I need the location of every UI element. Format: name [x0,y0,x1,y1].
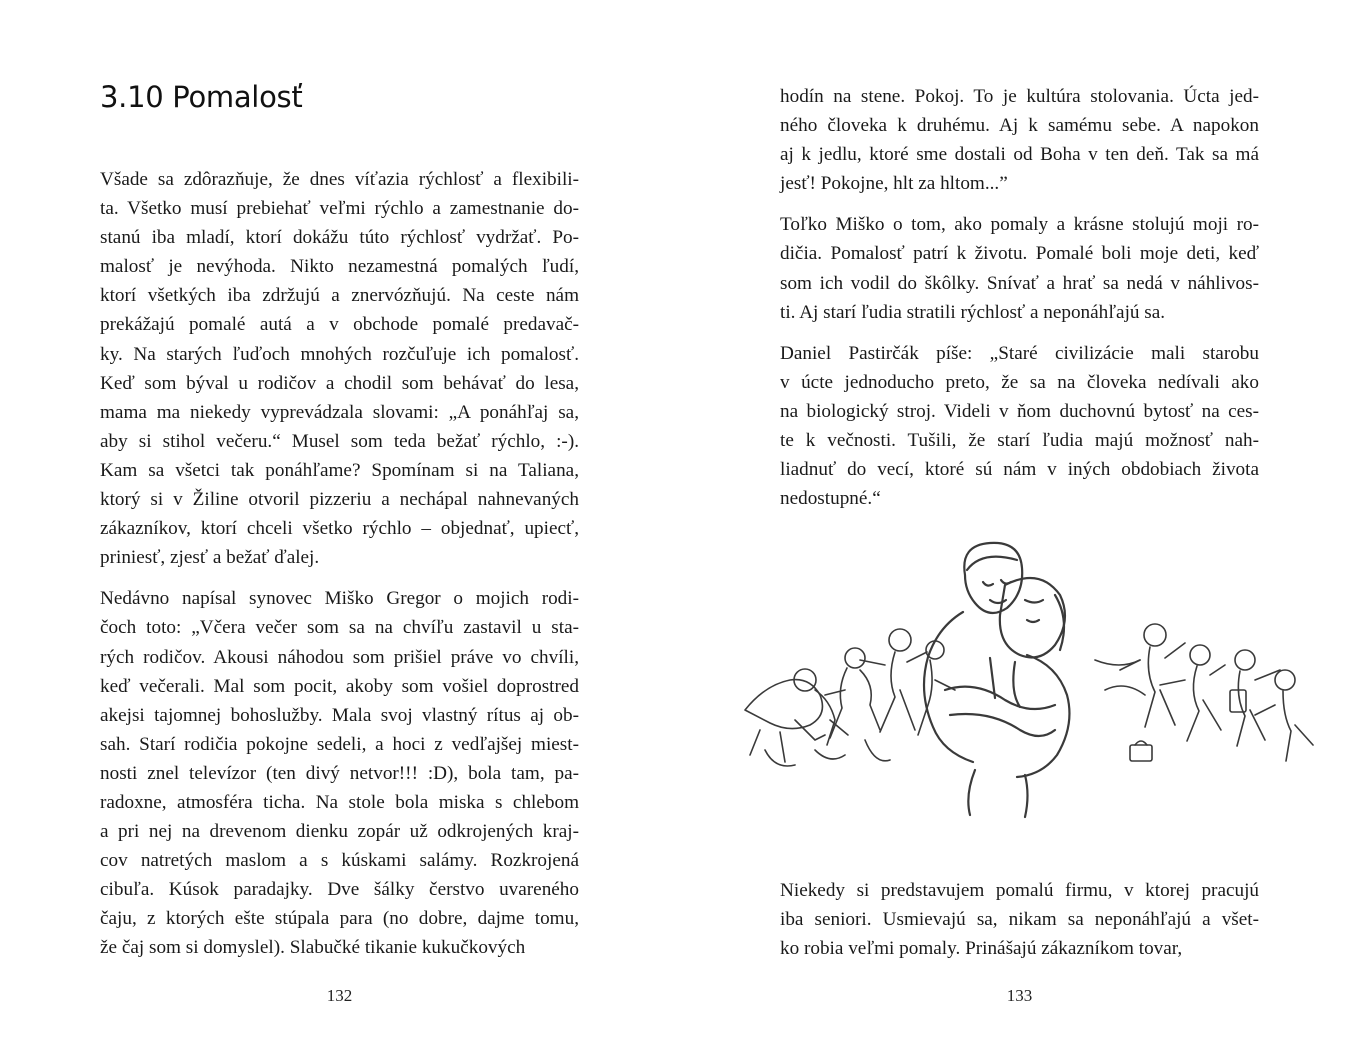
text-line: dičia. Pomalosť patrí k životu. Pomalé boli moje deti, keď [780,243,1259,265]
text-line: prekážajú pomalé autá a v obchode pomalé predavač- [100,314,579,336]
text-line: aj k jedlu, ktoré sme dostali od Boha v ten deň. Tak sa má [780,144,1259,166]
page-number-right: 133 [1006,986,1033,1005]
text-line: hodín na stene. Pokoj. To je kultúra stolovania. Úcta jed- [780,86,1259,107]
text-line: jesť! Pokojne, hlt za hltom...” [780,173,1008,195]
text-line: radoxne, atmosféra ticha. Na stole bola miska s chlebom [100,791,579,813]
left-page [0,0,679,1063]
text-line: cov natretých maslom a s kúskami salámy. Rozkrojená [100,850,579,872]
text-line: iba seniori. Usmievajú sa, nikam sa neponáhľajú a všet- [780,909,1259,931]
text-line: a pri nej na drevenom dienku zopár už odkrojených kraj- [100,821,579,843]
text-line: keď večerali. Mal som pocit, akoby som vošiel doprostred [100,675,579,697]
text-line: nosti znel televízor (ten divý netvor!!! :D), bola tam, pa- [100,762,579,784]
text-line: čaju, z ktorých ešte stúpala para (no dobre, dajme tomu, [100,908,579,930]
text-line: ktorí všetkých iba zdržujú a znervózňujú. Na ceste nám [100,285,579,307]
chapter-heading: 3.10 Pomalosť [100,80,303,114]
page-number-left: 132 [326,986,353,1005]
illustration-embracing-couple [735,540,1320,820]
right-text-column-bottom [780,876,1259,975]
text-line: v úcte jednoducho preto, že sa na človeka nedívali ako [780,371,1259,393]
text-line: ky. Na starých ľuďoch mnohých rozčuľuje ich pomalosť. [100,343,579,365]
paragraph [780,339,1259,514]
text-line: ného človeka k druhému. Aj k samému sebe. A napokon [780,115,1259,137]
paragraph [780,210,1259,326]
text-line: akejsi tajomnej bohoslužby. Mala svoj vlastný rítus aj ob- [100,704,579,726]
text-line: ti. Aj starí ľudia stratili rýchlosť a neponáhľajú sa. [780,301,1166,323]
right-page [680,0,1359,1063]
text-line: liadnuť do vecí, ktoré sú nám v iných obdobiach života [780,459,1259,481]
right-text-column-top [780,82,1259,525]
text-line: ko robia veľmi pomaly. Prinášajú zákazníkom tovar, [780,938,1183,960]
text-line: mama ma niekedy vyprevádzala slovami: „A ponáhľaj sa, [100,401,579,423]
paragraph [780,876,1259,963]
text-line: nedostupné.“ [780,488,881,510]
text-line: priniesť, zjesť a bežať ďalej. [100,547,320,569]
left-text-column [100,165,579,975]
text-line: Keď som býval u rodičov a chodil som behávať do lesa, [100,372,579,394]
text-line: zákazníkov, ktorí chceli všetko rýchlo – objednať, upiecť, [100,518,579,540]
hurrying-figures-right [1095,624,1313,761]
text-line: Daniel Pastirčák píše: „Staré civilizácie mali starobu [780,342,1259,364]
text-line: aby si stihol večeru.“ Musel som teda bežať rýchlo, :-). [100,430,579,452]
text-line: Nedávno napísal synovec Miško Gregor o mojich rodi- [100,588,579,610]
text-line: že čaj som si domyslel). Slabučké tikanie kukučkových [100,937,526,959]
text-line: sah. Starí rodičia pokojne sedeli, a hoci z vedľajšej miest- [100,733,579,755]
embracing-couple [924,543,1069,817]
text-line: Niekedy si predstavujem pomalú firmu, v ktorej pracujú [780,880,1259,901]
hurrying-figures-left [745,629,955,766]
text-line: rých rodičov. Akousi náhodou som prišiel práve vo chvíli, [100,646,579,668]
text-line: stanú iba mladí, ktorí dokážu túto rýchlosť vydržať. Po- [100,227,579,249]
paragraph [780,82,1259,198]
text-line: na biologický stroj. Videli v ňom duchovnú bytosť na ces- [780,400,1259,422]
text-line: te k večnosti. Tušili, že starí ľudia majú možnosť nah- [780,430,1259,452]
paragraph [100,584,579,962]
text-line: Toľko Miško o tom, ako pomaly a krásne stolujú moji ro- [780,214,1259,236]
text-line: ta. Všetko musí prebiehať veľmi rýchlo a zamestnanie do- [100,198,579,220]
text-line: Kam sa všetci tak ponáhľame? Spomínam si na Taliana, [100,459,579,481]
text-line: som ich vodil do škôlky. Snívať a hrať sa nedá v náhlivos- [780,272,1259,294]
text-line: ktorý si v Žiline otvoril pizzeriu a nechápal nahnevaných [100,489,579,511]
text-line: čoch toto: „Včera večer som sa na chvíľu zastavil u sta- [100,617,579,639]
text-line: cibuľa. Kúsok paradajky. Dve šálky čerstvo uvareného [100,879,579,901]
text-line: malosť je nevýhoda. Nikto nezamestná pomalých ľudí, [100,256,579,278]
text-line: Všade sa zdôrazňuje, že dnes víťazia rýchlosť a flexibili- [100,169,579,190]
paragraph [100,165,579,572]
